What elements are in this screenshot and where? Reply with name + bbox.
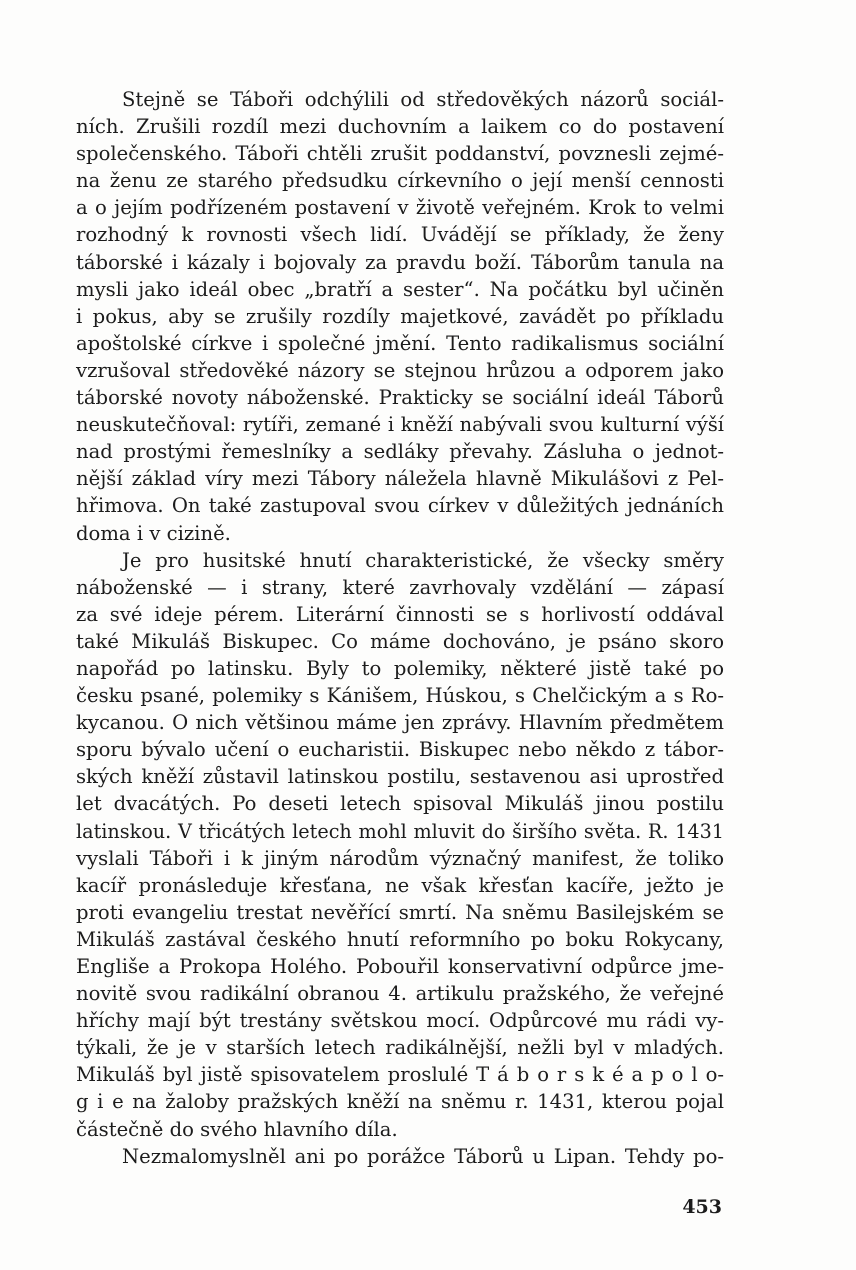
text-line: sporu bývalo učení o eucharistii. Biskupec nebo někdo z tábor- xyxy=(76,738,724,762)
text-line: táborské i kázaly i bojovaly za pravdu boží. Táborům tanula na xyxy=(76,250,724,274)
text-line: neuskutečňoval: rytíři, zemané i kněží nabývali svou kulturní výší xyxy=(76,413,724,437)
text-line: proti evangeliu trestat nevěřící smrtí. Na sněmu Basilejském se xyxy=(76,900,724,924)
text-line: vyslali Táboři i k jiným národům význačný manifest, že toliko xyxy=(76,846,724,870)
text-line: g i e na žaloby pražských kněží na sněmu r. 1431, kterou pojal xyxy=(76,1090,724,1114)
text-line: částečně do svého hlavního díla. xyxy=(76,1117,398,1141)
text-line: Stejně se Táboři odchýlili od středověkých názorů sociál- xyxy=(122,88,724,111)
text-line: česku psané, polemiky s Kánišem, Húskou, s Chelčickým a s Ro- xyxy=(76,684,724,708)
text-line: táborské novoty náboženské. Prakticky se sociální ideál Táborů xyxy=(76,386,724,410)
text-line: novitě svou radikální obranou 4. artikulu pražského, že veřejné xyxy=(76,982,724,1006)
text-line: náboženské — i strany, které zavrhovaly vzdělání — zápasí xyxy=(76,575,724,599)
body-text xyxy=(76,86,724,1170)
text-line: doma i v cizině. xyxy=(76,521,231,545)
page-number: 453 xyxy=(682,1196,722,1218)
text-line: kacíř pronásleduje křesťana, ne však křesťan kacíře, ježto je xyxy=(76,873,724,897)
text-line: Mikuláš byl jistě spisovatelem proslulé T á b o r s k é a p o l o- xyxy=(76,1063,724,1087)
text-line: napořád po latinsku. Byly to polemiky, některé jistě také po xyxy=(76,656,724,680)
text-line: let dvacátých. Po deseti letech spisoval Mikuláš jinou postilu xyxy=(76,792,724,816)
text-line: rozhodný k rovnosti všech lidí. Uvádějí se příklady, že ženy xyxy=(76,223,724,247)
text-line: Mikuláš zastával českého hnutí reformního po boku Rokycany, xyxy=(76,927,724,951)
text-line: na ženu ze starého předsudku církevního o její menší cennosti xyxy=(76,169,724,193)
text-line: nější základ víry mezi Tábory náležela hlavně Mikulášovi z Pel- xyxy=(76,467,724,491)
text-line: Engliše a Prokopa Holého. Pobouřil konservativní odpůrce jme- xyxy=(76,955,724,978)
text-line: i pokus, aby se zrušily rozdíly majetkové, zavádět po příkladu xyxy=(76,304,724,328)
text-line: ských kněží zůstavil latinskou postilu, sestavenou asi uprostřed xyxy=(76,765,724,789)
text-line: mysli jako ideál obec „bratří a sester“. Na počátku byl učiněn xyxy=(76,277,724,301)
text-line: ních. Zrušili rozdíl mezi duchovním a laikem co do postavení xyxy=(76,115,724,139)
text-line: kycanou. O nich většinou máme jen zprávy. Hlavním předmětem xyxy=(76,711,724,735)
text-line: Nezmalomyslněl ani po porážce Táborů u Lipan. Tehdy po- xyxy=(122,1144,724,1168)
text-line: latinskou. V třicátých letech mohl mluvit do širšího světa. R. 1431 xyxy=(76,819,724,843)
text-line: vzrušoval středověké názory se stejnou hrůzou a odporem jako xyxy=(76,358,724,382)
text-line: hřimova. On také zastupoval svou církev v důležitých jednáních xyxy=(76,494,724,518)
text-line: Je pro husitské hnutí charakteristické, že všecky směry xyxy=(122,548,724,572)
text-line: také Mikuláš Biskupec. Co máme dochováno, je psáno skoro xyxy=(76,629,724,653)
text-line: a o jejím podřízeném postavení v životě veřejném. Krok to velmi xyxy=(76,196,724,220)
text-line: nad prostými řemeslníky a sedláky převahy. Zásluha o jednot- xyxy=(76,440,724,464)
text-line: za své ideje pérem. Literární činnosti se s horlivostí oddával xyxy=(76,602,724,626)
text-line: týkali, že je v starších letech radikálnější, nežli byl v mladých. xyxy=(76,1036,724,1060)
text-line: společenského. Táboři chtěli zrušit poddanství, povznesli zejmé- xyxy=(76,142,724,166)
text-line: hříchy mají být trestány světskou mocí. Odpůrcové mu rádi vy- xyxy=(76,1009,724,1033)
text-line: apoštolské církve i společné jmění. Tento radikalismus sociální xyxy=(76,331,724,355)
